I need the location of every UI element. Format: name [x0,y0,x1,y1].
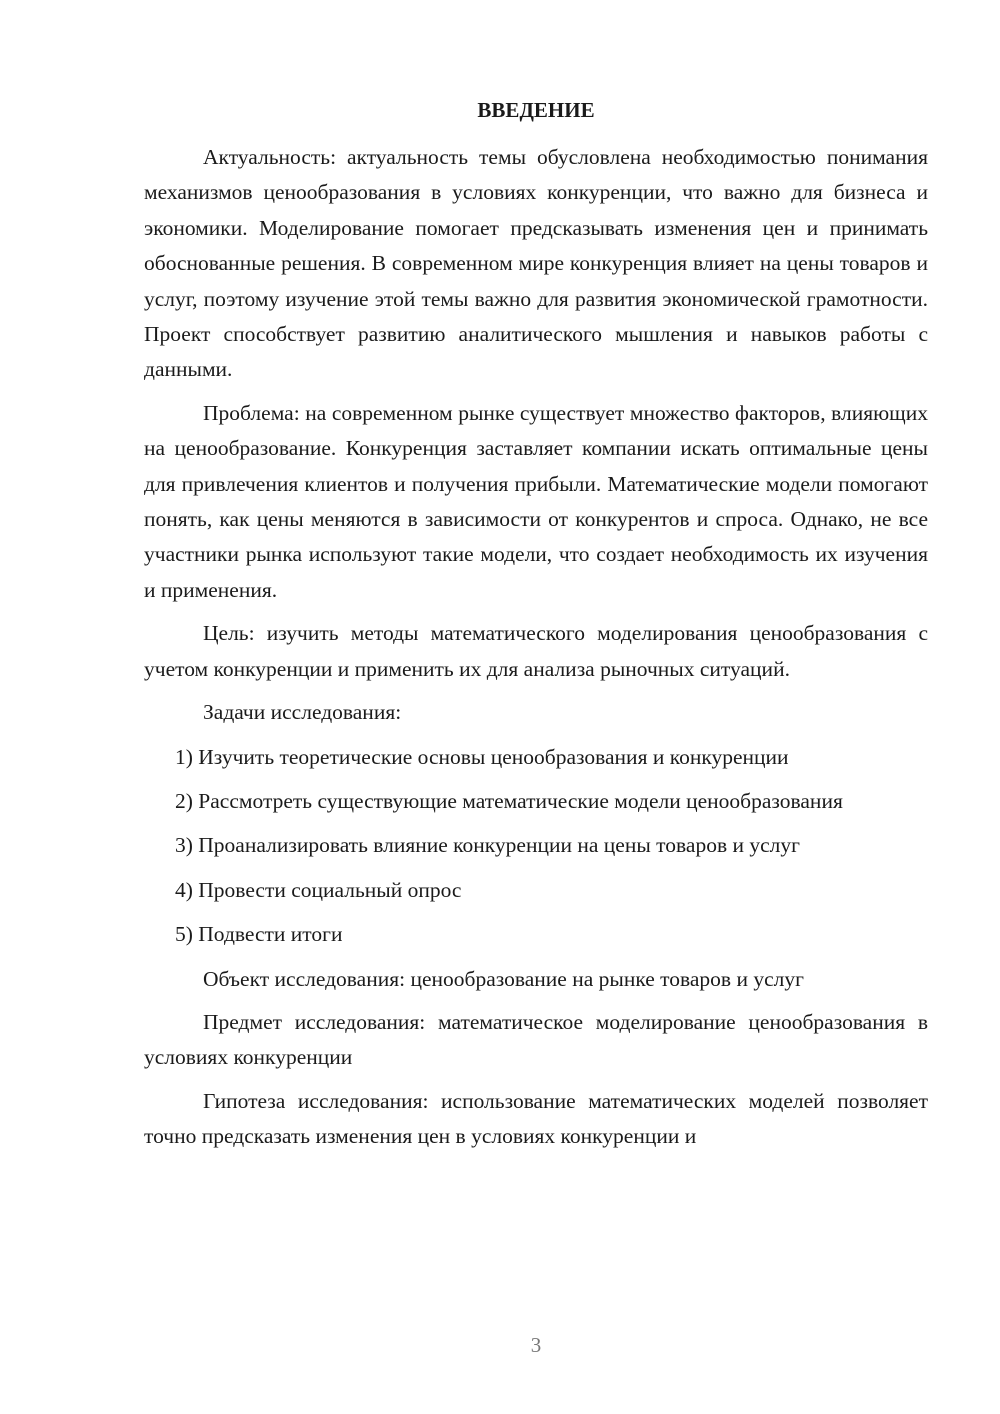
page-number: 3 [530,1333,542,1357]
task-item: 2) Рассмотреть существующие математические модели ценообразования [175,788,843,813]
document-page [144,94,928,1163]
problem-paragraph: Проблема: на современном рынке существует множество факторов, влияющих на ценообразование. Конкуренция заставляет компании искать оптимальные цены для привлечения клиентов и получения прибыли. Математические модели помогают понять, как цены меняются в зависимости от конкурентов и спроса. Однако, не все участники рынка используют такие модели, что создает необходимость их изучения и применения. [144,400,928,602]
subject-paragraph: Предмет исследования: математическое моделирование ценообразования в условиях конкуренции [144,1009,928,1070]
page-title: ВВЕДЕНИЕ [477,98,595,122]
task-item: 5) Подвести итоги [175,922,343,947]
task-item: 4) Провести социальный опрос [175,877,462,902]
object-paragraph: Объект исследования: ценообразование на рынке товаров и услуг [203,966,804,991]
task-item: 3) Проанализировать влияние конкуренции на цены товаров и услуг [175,833,800,858]
tasks-heading: Задачи исследования: [203,700,402,725]
hypothesis-paragraph: Гипотеза исследования: использование математических моделей позволяет точно предсказать изменения цен в условиях конкуренции и [144,1088,928,1149]
relevance-paragraph: Актуальность: актуальность темы обусловлена необходимостью понимания механизмов ценообразования в условиях конкуренции, что важно для бизнеса и экономики. Моделирование помогает предсказывать изменения цен и принимать обоснованные решения. В современном мире конкуренция влияет на цены товаров и услуг, поэтому изучение этой темы важно для развития экономической грамотности. Проект способствует развитию аналитического мышления и навыков работы с данными. [144,145,928,382]
goal-paragraph: Цель: изучить методы математического моделирования ценообразования с учетом конкуренции и применить их для анализа рыночных ситуаций. [144,621,928,681]
task-item: 1) Изучить теоретические основы ценообразования и конкуренции [175,744,789,769]
